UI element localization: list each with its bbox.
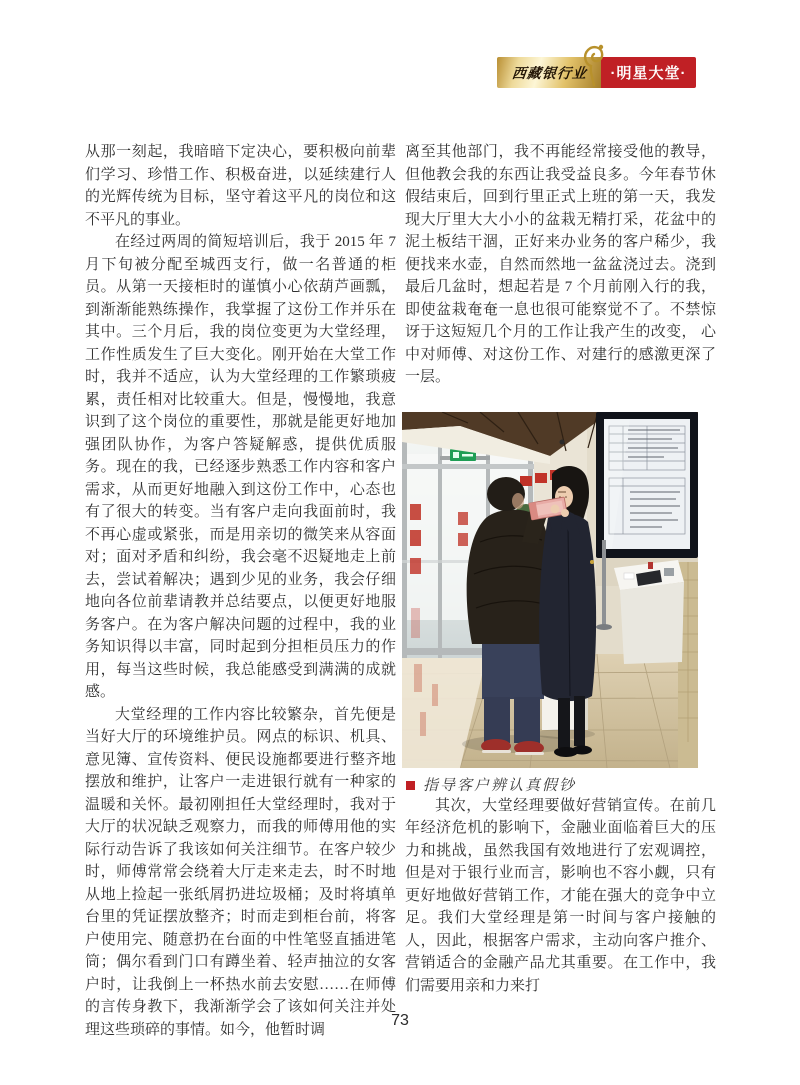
paragraph: 其次，大堂经理要做好营销宣传。在前几年经济危机的影响下，金融业面临着巨大的压力和挑战，虽然我国有效地进行了宏观调控，但是对于银行业而言，影响也不容小觑，只有更好地做好营销工作，才能在强大的竞争中立足。我们大堂经理是第一时间与客户接触的人，因此，根据客户需求，主动向客户推介、营销适合的金融产品尤其重要。在工作中，我们需要用亲和力来打 — [405, 797, 716, 994]
left-column — [85, 141, 396, 1041]
page-number: 73 — [391, 1012, 409, 1029]
flourish-ornament-icon — [581, 41, 607, 87]
paragraph: 在经过两周的简短培训后，我于 2015 年 7 月下旬被分配至城西支行，做一名普通的柜员。从第一天接柜时的谨慎小心依葫芦画瓢，到渐渐能熟练操作，我掌握了这份工作并乐在其中。三个月后，我的岗位变更为大堂经理，工作性质发生了巨大变化。刚开始在大堂工作时，我并不适应，认为大堂经理的工作繁琐疲累，责任相对比较重大。但是，慢慢地，我意识到了这个岗位的重要性，那就是能更好地加强团队协作，为客户答疑解惑，提供优质服务。现在的我，已经逐步熟悉工作内容和客户需求，从而更好地融入到这份工作中，心态也有了很大的转变。当有客户走向我面前时，我不再心虚或紧张，而是用亲切的微笑来从容面对；面对矛盾和纠纷，我会毫不迟疑地走上前去，尝试着解决；遇到少见的业务，我会仔细地向各位前辈请教并总结要点，以便更好地服务客户。在为客户解决问题的过程中，我的业务知识得以丰富，同时起到分担柜员压力的作用，每当这些时候，我总能感受到满满的成就感。 — [85, 234, 396, 700]
red-square-bullet-icon — [406, 781, 415, 790]
bank-lobby-illustration — [402, 412, 698, 768]
photo-caption — [405, 777, 716, 795]
paragraph: 大堂经理的工作内容比较繁杂，首先便是当好大厅的环境维护员。网点的标识、机具、意见簿、宣传资料、便民设施都要进行整齐地摆放和维护，让客户一走进银行就有一种家的温暖和关怀。最初刚担任大堂经理时，我对于大厅的状况缺乏观察力，而我的师傅用他的实际行动告诉了我该如何关注细节。在客户较少时，师傅常常会绕着大厅走来走去，时不时地从地上捡起一张纸屑扔进垃圾桶；及时将填单台里的凭证摆放整齐；时而走到柜台前，将客户使用完、随意扔在台面的中性笔竖直插进笔筒；偶尔看到门口有蹲坐着、轻声抽泣的女客户时，让我倒上一杯热水前去安慰……在师傅的言传身教下，我渐渐学会了该如何关注并处理这些琐碎的事情。如今，他暂时调 — [85, 706, 396, 1038]
banner-section-label: ·明星大堂· — [610, 65, 687, 82]
right-column — [405, 141, 716, 997]
photo-caption-text: 指导客户辨认真假钞 — [423, 777, 577, 794]
paragraph: 从那一刻起，我暗暗下定决心，要积极向前辈们学习、珍惜工作、积极奋进，以延续建行人的光辉传统为目标，坚守着这平凡的岗位和这不平凡的事业。 — [85, 144, 396, 228]
banner-brand-label: 西藏银行业 — [510, 66, 588, 82]
lobby-photo — [402, 412, 698, 768]
header-banner — [497, 57, 696, 88]
paragraph-continuation: 离至其他部门，我不再能经常接受他的教导，但他教会我的东西让我受益良多。今年春节休假结束后，回到行里正式上班的第一天，我发现大厅里大大小小的盆栽无精打采，花盆中的泥土板结干涸，正好来办业务的客户稀少，我便找来水壶，自然而然地一盆盆浇过去。浇到最后几盆时，想起若是 7 个月前刚入行的我，即使盆栽奄奄一息也很可能察觉不了。不禁惊讶于这短短几个月的工作让我产生的改变， 心中对师傅、对这份工作、对建行的感激更深了一层。 — [405, 144, 716, 385]
banner-section — [601, 57, 696, 88]
